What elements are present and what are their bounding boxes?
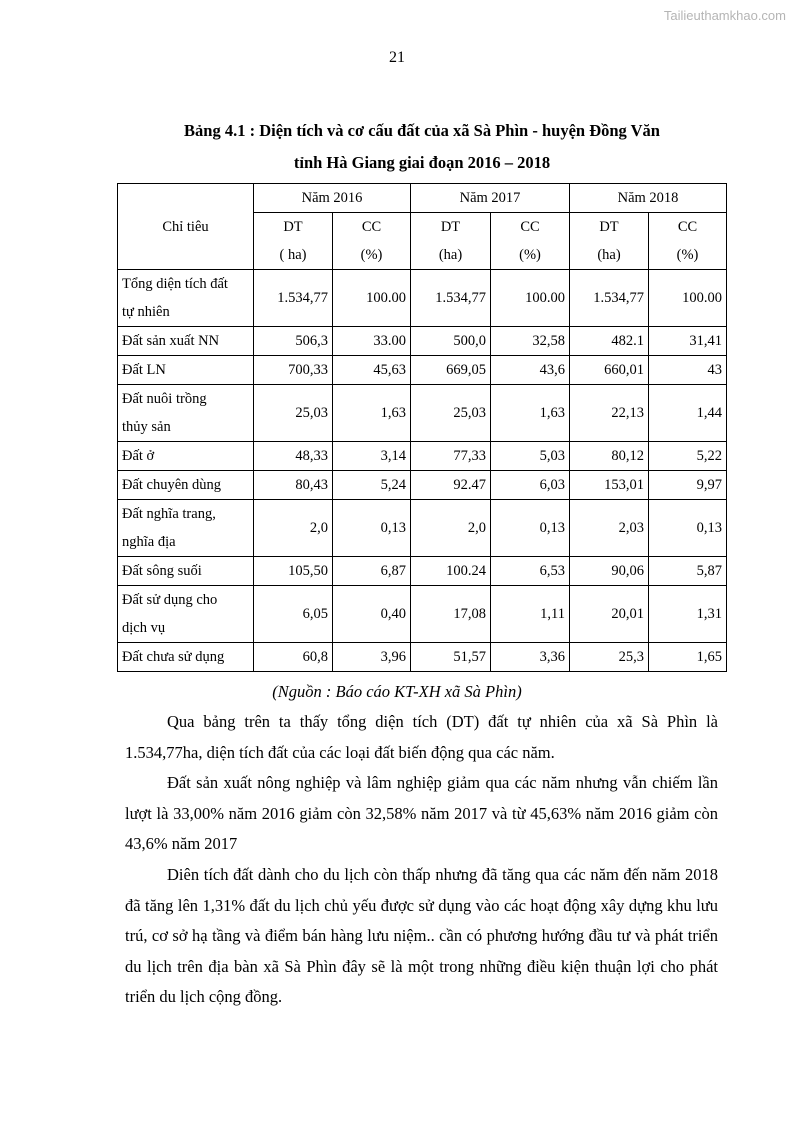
- table-row: [118, 643, 727, 672]
- paragraph: Diên tích đất dành cho du lịch còn thấp nhưng đã tăng qua các năm đến năm 2018 đã tăng lên 1,31% đất du lịch chủ yếu được sử dụng vào các hoạt động xây dựng khu lưu trú, cơ sở hạ tầng và điểm bán hàng lưu niệm.. cần có phương hướng đầu tư và phát triển du lịch trên địa bàn xã Sà Phìn đây sẽ là một trong những điều kiện thuận lợi cho phát triển du lịch cộng đồng.: [125, 864, 718, 1007]
- table-source: (Nguồn : Báo cáo KT-XH xã Sà Phìn): [272, 682, 522, 701]
- row-label: Đất sản xuất NN: [118, 327, 254, 356]
- table-cell: 25,3: [570, 643, 649, 672]
- table-row: [118, 385, 727, 442]
- table-cell: 1,63: [333, 385, 411, 442]
- table-cell: 700,33: [254, 356, 333, 385]
- table-cell: 5,03: [491, 442, 570, 471]
- table-cell: 5,24: [333, 471, 411, 500]
- table-cell: 6,87: [333, 557, 411, 586]
- year-header-row: [118, 184, 727, 213]
- table-cell: 2,0: [411, 500, 491, 557]
- table-cell: 80,43: [254, 471, 333, 500]
- paragraph: Qua bảng trên ta thấy tổng diện tích (DT) đất tự nhiên của xã Sà Phìn là 1.534,77ha, diện tích đất của các loại đất biến động qua các năm.: [125, 712, 718, 762]
- table-cell: 5,22: [649, 442, 727, 471]
- table-row: [118, 557, 727, 586]
- table-cell: 1.534,77: [254, 270, 333, 327]
- table-cell: 3,96: [333, 643, 411, 672]
- table-cell: 9,97: [649, 471, 727, 500]
- table-cell: 60,8: [254, 643, 333, 672]
- column-subheader: DT ( ha): [254, 213, 333, 270]
- table-cell: 660,01: [570, 356, 649, 385]
- row-label: Đất LN: [118, 356, 254, 385]
- table-cell: 100.00: [333, 270, 411, 327]
- row-label: Đất chuyên dùng: [118, 471, 254, 500]
- row-label: Tổng diện tích đất tự nhiên: [118, 270, 254, 327]
- table-cell: 3,36: [491, 643, 570, 672]
- table-cell: 1,65: [649, 643, 727, 672]
- table-cell: 1,44: [649, 385, 727, 442]
- table-cell: 0,40: [333, 586, 411, 643]
- table-cell: 153,01: [570, 471, 649, 500]
- table-cell: 92.47: [411, 471, 491, 500]
- table-row: [118, 270, 727, 327]
- table-cell: 90,06: [570, 557, 649, 586]
- paragraph: Đất sản xuất nông nghiệp và lâm nghiệp giảm qua các năm nhưng vẫn chiếm lần lượt là 33,00% năm 2016 giảm còn 32,58% năm 2017 và từ 45,63% năm 2016 giảm còn 43,6% năm 2017: [125, 773, 718, 854]
- table-cell: 105,50: [254, 557, 333, 586]
- land-area-table: [117, 183, 727, 672]
- row-label: Đất nghĩa trang, nghĩa địa: [118, 500, 254, 557]
- table-cell: 45,63: [333, 356, 411, 385]
- table-cell: 17,08: [411, 586, 491, 643]
- row-label: Đất ở: [118, 442, 254, 471]
- year-header: Năm 2018: [570, 184, 727, 213]
- table-cell: 0,13: [649, 500, 727, 557]
- watermark: Tailieuthamkhao.com: [663, 8, 786, 23]
- table-cell: 43,6: [491, 356, 570, 385]
- page-number: 21: [389, 49, 405, 66]
- table-cell: 500,0: [411, 327, 491, 356]
- table-row: [118, 442, 727, 471]
- table-cell: 100.24: [411, 557, 491, 586]
- table-cell: 1.534,77: [570, 270, 649, 327]
- table-cell: 25,03: [254, 385, 333, 442]
- table-cell: 77,33: [411, 442, 491, 471]
- table-cell: 3,14: [333, 442, 411, 471]
- table-cell: 48,33: [254, 442, 333, 471]
- table-cell: 32,58: [491, 327, 570, 356]
- row-label: Đất sông suối: [118, 557, 254, 586]
- table-cell: 6,03: [491, 471, 570, 500]
- table-row: [118, 586, 727, 643]
- table-cell: 1,11: [491, 586, 570, 643]
- column-subheader: CC (%): [491, 213, 570, 270]
- table-cell: 506,3: [254, 327, 333, 356]
- table-cell: 6,53: [491, 557, 570, 586]
- table-cell: 2,03: [570, 500, 649, 557]
- table-cell: 51,57: [411, 643, 491, 672]
- table-cell: 20,01: [570, 586, 649, 643]
- table-cell: 1.534,77: [411, 270, 491, 327]
- row-label: Đất nuôi trồng thủy sản: [118, 385, 254, 442]
- column-subheader: CC (%): [649, 213, 727, 270]
- table-cell: 0,13: [333, 500, 411, 557]
- table-row: [118, 471, 727, 500]
- table-cell: 1,31: [649, 586, 727, 643]
- column-subheader: DT (ha): [570, 213, 649, 270]
- year-header: Năm 2017: [411, 184, 570, 213]
- table-cell: 100.00: [649, 270, 727, 327]
- table-cell: 25,03: [411, 385, 491, 442]
- table-row: [118, 327, 727, 356]
- table-cell: 2,0: [254, 500, 333, 557]
- table-cell: 669,05: [411, 356, 491, 385]
- table-cell: 5,87: [649, 557, 727, 586]
- table-caption-line-1: Bảng 4.1 : Diện tích và cơ cấu đất của xã Sà Phìn - huyện Đồng Văn: [184, 121, 660, 140]
- table-caption-line-2: tỉnh Hà Giang giai đoạn 2016 – 2018: [293, 153, 551, 172]
- table-cell: 43: [649, 356, 727, 385]
- column-subheader: CC (%): [333, 213, 411, 270]
- table-row: [118, 356, 727, 385]
- table-cell: 482.1: [570, 327, 649, 356]
- table-cell: 31,41: [649, 327, 727, 356]
- table-cell: 33.00: [333, 327, 411, 356]
- table-row: [118, 500, 727, 557]
- table-cell: 100.00: [491, 270, 570, 327]
- table-cell: 22,13: [570, 385, 649, 442]
- table-cell: 80,12: [570, 442, 649, 471]
- row-label: Đất sử dụng cho dịch vụ: [118, 586, 254, 643]
- body-text: [125, 707, 718, 1013]
- indicator-header: Chỉ tiêu: [118, 184, 254, 270]
- row-label: Đất chưa sử dụng: [118, 643, 254, 672]
- table-cell: 1,63: [491, 385, 570, 442]
- year-header: Năm 2016: [254, 184, 411, 213]
- column-subheader: DT (ha): [411, 213, 491, 270]
- table-cell: 0,13: [491, 500, 570, 557]
- table-cell: 6,05: [254, 586, 333, 643]
